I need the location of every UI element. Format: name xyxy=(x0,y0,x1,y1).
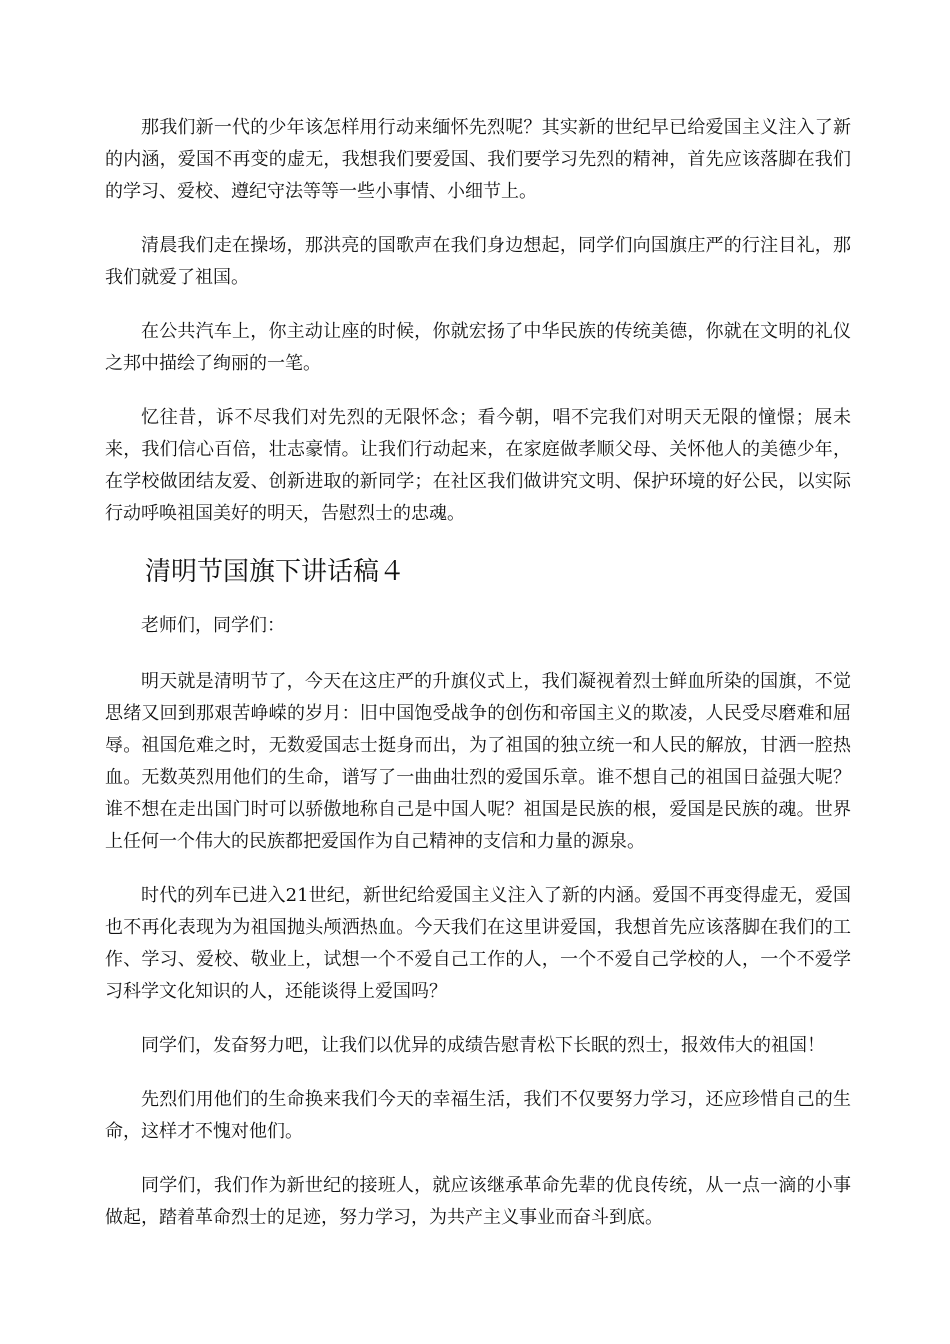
paragraph: 在公共汽车上，你主动让座的时候，你就宏扬了中华民族的传统美德，你就在文明的礼仪之邦中描绘了绚丽的一笔。 xyxy=(105,321,851,374)
paragraph: 忆往昔，诉不尽我们对先烈的无限怀念；看今朝，唱不完我们对明天无限的憧憬；展未来，我们信心百倍，壮志豪情。让我们行动起来，在家庭做孝顺父母、关怀他人的美德少年，在学校做团结友爱、创新进取的新同学；在社区我们做讲究文明、保护环境的好公民，以实际行动呼唤祖国美好的明天，告慰烈士的忠魂。 xyxy=(105,407,851,524)
paragraph: 时代的列车已进入21世纪，新世纪给爱国主义注入了新的内涵。爱国不再变得虚无，爱国也不再化表现为为祖国抛头颅洒热血。今天我们在这里讲爱国，我想首先应该落脚在我们的工作、学习、爱校、敬业上，试想一个不爱自己工作的人，一个不爱自己学校的人，一个不爱学习科学文化知识的人，还能谈得上爱国吗？ xyxy=(105,885,851,1002)
paragraph: 同学们，发奋努力吧，让我们以优异的成绩告慰青松下长眠的烈士，报效伟大的祖国！ xyxy=(141,1035,825,1056)
paragraph: 先烈们用他们的生命换来我们今天的幸福生活，我们不仅要努力学习，还应珍惜自己的生命，这样才不愧对他们。 xyxy=(105,1089,851,1142)
paragraph: 那我们新一代的少年该怎样用行动来缅怀先烈呢？其实新的世纪早已给爱国主义注入了新的内涵，爱国不再变的虚无，我想我们要爱国、我们要学习先烈的精神，首先应该落脚在我们的学习、爱校、遵纪守法等等一些小事情、小细节上。 xyxy=(105,117,851,202)
paragraph: 明天就是清明节了，今天在这庄严的升旗仪式上，我们凝视着烈士鲜血所染的国旗，不觉思绪又回到那艰苦峥嵘的岁月：旧中国饱受战争的创伤和帝国主义的欺凌，人民受尽磨难和屈辱。祖国危难之时，无数爱国志士挺身而出，为了祖国的独立统一和人民的解放，甘洒一腔热血。无数英烈用他们的生命，谱写了一曲曲壮烈的爱国乐章。谁不想自己的祖国日益强大呢？谁不想在走出国门时可以骄傲地称自己是中国人呢？祖国是民族的根，爱国是民族的魂。世界上任何一个伟大的民族都把爱国作为自己精神的支信和力量的源泉。 xyxy=(105,671,851,852)
paragraph: 同学们，我们作为新世纪的接班人，就应该继承革命先辈的优良传统，从一点一滴的小事做起，踏着革命烈士的足迹，努力学习，为共产主义事业而奋斗到底。 xyxy=(105,1175,851,1228)
paragraph: 清晨我们走在操场，那洪亮的国歌声在我们身边想起，同学们向国旗庄严的行注目礼，那我们就爱了祖国。 xyxy=(105,235,851,288)
section-title: 清明节国旗下讲话稿４ xyxy=(145,557,406,587)
salutation: 老师们，同学们： xyxy=(141,615,285,636)
document-page xyxy=(105,112,851,1256)
